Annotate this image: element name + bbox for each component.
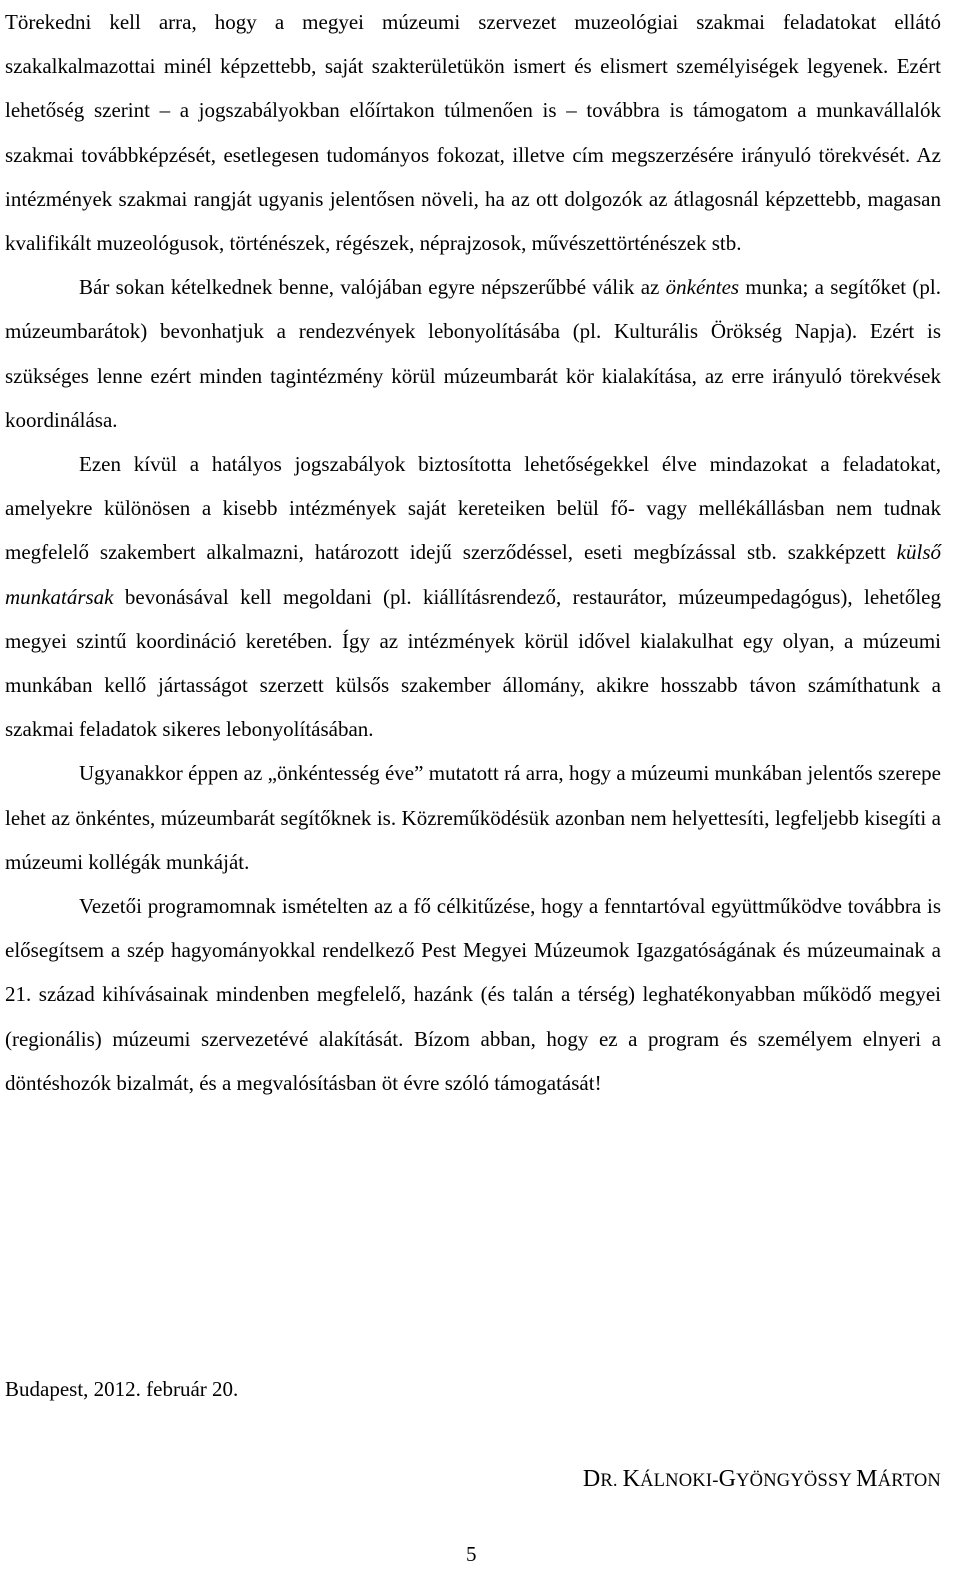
emphasized-text: önkéntes bbox=[665, 275, 740, 300]
paragraph bbox=[5, 442, 941, 751]
page-number: 5 bbox=[466, 1542, 477, 1566]
signature-part: M bbox=[856, 1466, 878, 1492]
signature-part: K bbox=[622, 1466, 641, 1492]
paragraph-text: Törekedni kell arra, hogy a megyei múzeumi szervezet muzeológiai szakmai feladatokat ellátó szakalkalmazottai minél képzettebb, saját szakterületükön ismert és elismert személyiségek legyenek. Ezért lehetőség szerint – a jogszabályokban előírtakon túlmenően is – továbbra is támogatom a munkavállalók szakmai továbbképzését, esetlegesen tudományos fokozat, illetve cím megszerzésére irányuló törekvését. Az intézmények szakmai rangját ugyanis jelentősen növeli, ha az ott dolgozók az átlagosnál képzettebb, magasan kvalifikált muzeológusok, történészek, régészek, néprajzosok, művészettörténészek stb. bbox=[5, 10, 941, 256]
signature bbox=[583, 1466, 941, 1493]
signature-part: ÁRTON bbox=[877, 1471, 941, 1491]
paragraph-text: munka; a segítőket (pl. múzeumbarátok) bevonhatjuk a rendezvények lebonyolításába (pl. Kulturális Örökség Napja). Ezért is szükséges lenne ezért minden tagintézmény körül múzeumbarát kör kialakítása, az erre irányuló törekvések koordinálása. bbox=[5, 275, 941, 432]
paragraph-text: Vezetői programomnak ismételten az a fő célkitűzése, hogy a fenntartóval együttműködve továbbra is elősegítsem a szép hagyományokkal rendelkező Pest Megyei Múzeumok Igazgatóságának és múzeumainak a 21. század kihívásainak mindenben megfelelő, hazánk (és talán a térség) leghatékonyabban működő megyei (regionális) múzeumi szervezetévé alakítását. Bízom abban, hogy ez a program és személyem elnyeri a döntéshozók bizalmát, és a megvalósításban öt évre szóló támogatását! bbox=[5, 894, 941, 1095]
paragraph-text: Ugyanakkor éppen az „önkéntesség éve” mutatott rá arra, hogy a múzeumi munkában jelentős szerepe lehet az önkéntes, múzeumbarát segítőknek is. Közreműködésük azonban nem helyettesíti, legfeljebb kisegíti a múzeumi kollégák munkáját. bbox=[5, 761, 941, 874]
signature-part: YÖNGYÖSSY bbox=[736, 1471, 857, 1491]
paragraph bbox=[5, 265, 941, 442]
signature-part: R. bbox=[600, 1471, 623, 1491]
paragraph bbox=[5, 884, 941, 1105]
body-text bbox=[5, 0, 941, 1105]
document-page bbox=[5, 0, 941, 1105]
paragraph bbox=[5, 751, 941, 884]
emphasized-text: külső munkatársak bbox=[5, 540, 941, 609]
date-line: Budapest, 2012. február 20. bbox=[5, 1377, 239, 1401]
paragraph bbox=[5, 0, 941, 265]
paragraph-text: bevonásával kell megoldani (pl. kiállításrendező, restaurátor, múzeumpedagógus), lehetőleg megyei szintű koordináció keretében. Így az intézmények körül idővel kialakulhat egy olyan, a múzeumi munkában kellő jártasságot szerzett külsős szakember állomány, akikre hosszabb távon számíthatunk a szakmai feladatok sikeres lebonyolításában. bbox=[5, 584, 941, 742]
paragraph-text: Bár sokan kételkednek benne, valójában egyre népszerűbbé válik az bbox=[79, 275, 666, 300]
signature-part: ÁLNOKI- bbox=[640, 1471, 719, 1491]
paragraph-text: Ezen kívül a hatályos jogszabályok biztosította lehetőségekkel élve mindazokat a feladatokat, amelyekre különösen a kisebb intézmények saját kereteiken belül fő- vagy mellékállásban nem tudnak megfelelő szakembert alkalmazni, határozott idejű szerződéssel, eseti megbízással stb. szakképzett bbox=[5, 452, 941, 565]
signature-part: G bbox=[718, 1466, 737, 1492]
signature-part: D bbox=[582, 1466, 601, 1492]
